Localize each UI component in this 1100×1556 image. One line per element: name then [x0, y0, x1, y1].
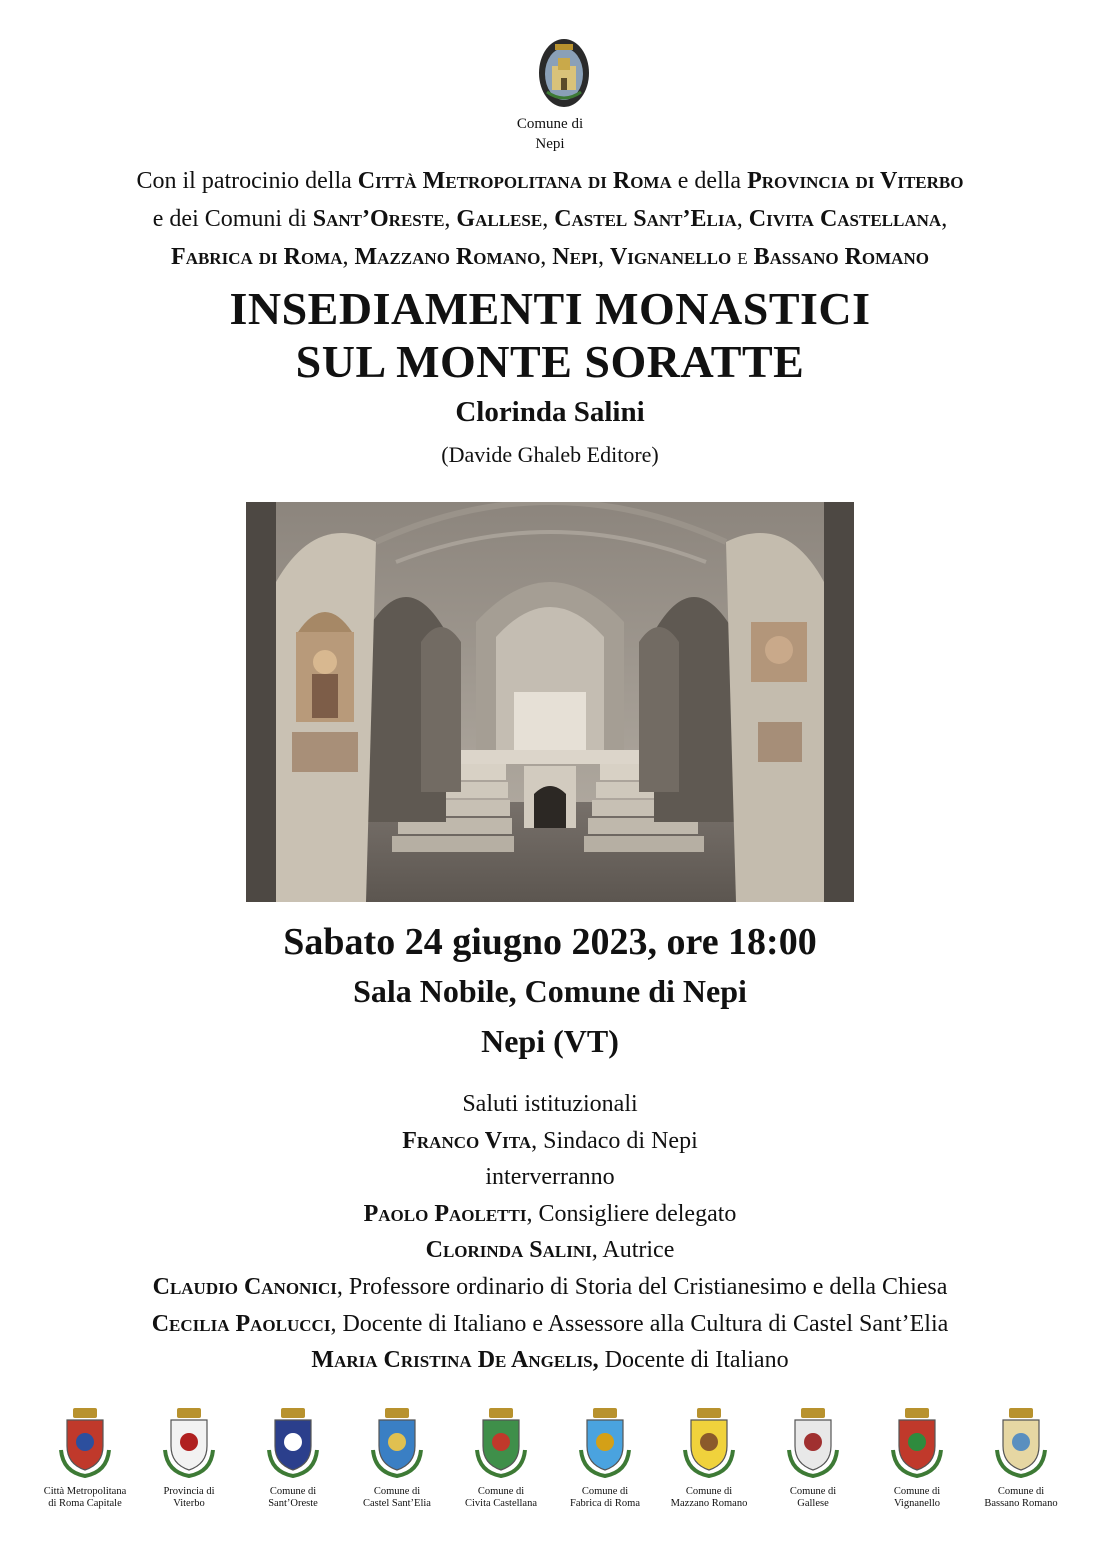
program	[0, 1086, 1100, 1379]
speaker-role: , Autrice	[591, 1237, 675, 1264]
logo-label: Comune di Bassano Romano	[984, 1486, 1058, 1509]
separator: ,	[941, 206, 948, 232]
event-place: Sala Nobile, Comune di Nepi	[353, 973, 747, 1009]
speaker-name: Maria Cristina De Angelis,	[311, 1347, 599, 1374]
speaker-name: Paolo Paoletti	[363, 1200, 527, 1227]
crest-label	[480, 114, 620, 154]
logo-castel-sant-elia	[342, 1406, 452, 1510]
separator: ,	[597, 244, 610, 270]
patron-citta-metropolitana: Città Metropolitana di Roma	[357, 168, 672, 194]
mayor-line	[0, 1123, 1100, 1160]
comune-nepi-crest-icon	[538, 38, 590, 108]
speaker-line	[0, 1306, 1100, 1343]
logo-label: Comune di Mazzano Romano	[670, 1486, 748, 1509]
speaker-name: Cecilia Paolucci	[151, 1310, 331, 1337]
speaker-line	[0, 1232, 1100, 1269]
book-title-line1: INSEDIAMENTI MONASTICI	[229, 283, 871, 334]
logo-label: Comune di Fabrica di Roma	[570, 1486, 640, 1509]
separator: ,	[736, 206, 749, 232]
logo-mazzano-romano	[654, 1406, 764, 1510]
separator: ,	[342, 244, 355, 270]
coat-of-arms-icon	[134, 1406, 244, 1480]
book-author: Clorinda Salini	[455, 396, 645, 428]
logo-gallese	[758, 1406, 868, 1510]
patron-bassano-romano: Bassano Romano	[753, 244, 929, 270]
separator: ,	[540, 244, 553, 270]
speaker-role: Docente di Italiano	[598, 1347, 789, 1374]
logo-label: Comune di Sant’Oreste	[268, 1486, 318, 1509]
event-date: Sabato 24 giugno 2023, ore 18:00	[283, 921, 817, 963]
patron-nepi: Nepi	[552, 244, 598, 270]
logo-civita-castellana	[446, 1406, 556, 1510]
coat-of-arms-icon	[446, 1406, 556, 1480]
speaker-name: Clorinda Salini	[425, 1237, 592, 1264]
patron-fabrica-di-roma: Fabrica di Roma	[171, 244, 343, 270]
patronage-line-2	[20, 200, 1080, 238]
coat-of-arms-icon	[758, 1406, 868, 1480]
speaker-line	[0, 1342, 1100, 1379]
separator: ,	[542, 206, 555, 232]
coat-of-arms-icon	[342, 1406, 452, 1480]
logo-vignanello	[862, 1406, 972, 1510]
logo-label: Provincia di Viterbo	[163, 1486, 215, 1509]
coat-of-arms-icon	[30, 1406, 140, 1480]
coat-of-arms-icon	[966, 1406, 1076, 1480]
logo-provincia-viterbo	[134, 1406, 244, 1510]
patronage-text-segment: e della	[671, 168, 748, 194]
coat-of-arms-icon	[238, 1406, 348, 1480]
logo-label: Città Metropolitana di Roma Capitale	[43, 1486, 127, 1509]
coat-of-arms-icon	[862, 1406, 972, 1480]
coat-of-arms-icon	[550, 1406, 660, 1480]
greetings-heading: Saluti istituzionali	[462, 1091, 638, 1117]
speaker-name: Claudio Canonici	[152, 1273, 337, 1300]
patron-vignanello: Vignanello	[609, 244, 732, 270]
patron-castel-sant-elia: Castel Sant’Elia	[554, 206, 737, 232]
patron-provincia-viterbo: Provincia di Viterbo	[747, 168, 964, 194]
logo-fabrica-di-roma	[550, 1406, 660, 1510]
speaker-name: Franco Vita	[402, 1127, 532, 1154]
logo-citta-metropolitana	[30, 1406, 140, 1510]
church-interior-photo	[246, 502, 854, 902]
logo-label: Comune di Castel Sant’Elia	[363, 1486, 431, 1509]
patronage-text-segment: e dei Comuni di	[152, 206, 313, 232]
logo-bassano-romano	[966, 1406, 1076, 1510]
event-city: Nepi (VT)	[481, 1023, 619, 1059]
patronage-text	[20, 162, 1080, 276]
patron-civita-castellana: Civita Castellana	[748, 206, 942, 232]
patron-sant-oreste: Sant’Oreste	[312, 206, 445, 232]
speaker-role: , Professore ordinario di Storia del Cristianesimo e della Chiesa	[336, 1273, 948, 1300]
patronage-text-segment: Con il patrocinio della	[136, 168, 358, 194]
logo-label: Comune di Vignanello	[893, 1486, 941, 1509]
book-title-line2: SUL MONTE SORATTE	[295, 336, 805, 387]
logo-sant-oreste	[238, 1406, 348, 1510]
speaker-role: , Docente di Italiano e Assessore alla Cultura di Castel Sant’Elia	[330, 1310, 949, 1337]
sponsor-logos	[30, 1406, 1070, 1536]
patronage-line-3	[20, 238, 1080, 276]
patronage-line-1	[20, 162, 1080, 200]
speakers-intro: interverranno	[485, 1164, 615, 1191]
speaker-role: , Sindaco di Nepi	[531, 1127, 698, 1154]
crest-label-line2: Nepi	[535, 136, 565, 152]
speaker-line	[0, 1196, 1100, 1233]
crest-label-line1: Comune di	[516, 116, 584, 132]
coat-of-arms-icon	[654, 1406, 764, 1480]
speaker-line	[0, 1269, 1100, 1306]
book-publisher: (Davide Ghaleb Editore)	[441, 442, 659, 467]
conjunction: e	[731, 244, 754, 270]
speaker-role: , Consigliere delegato	[526, 1200, 737, 1227]
patron-gallese: Gallese	[456, 206, 543, 232]
logo-label: Comune di Civita Castellana	[464, 1486, 538, 1509]
separator: ,	[444, 206, 457, 232]
logo-label: Comune di Gallese	[789, 1486, 837, 1509]
book-title	[0, 282, 1100, 388]
patron-mazzano-romano: Mazzano Romano	[354, 244, 541, 270]
